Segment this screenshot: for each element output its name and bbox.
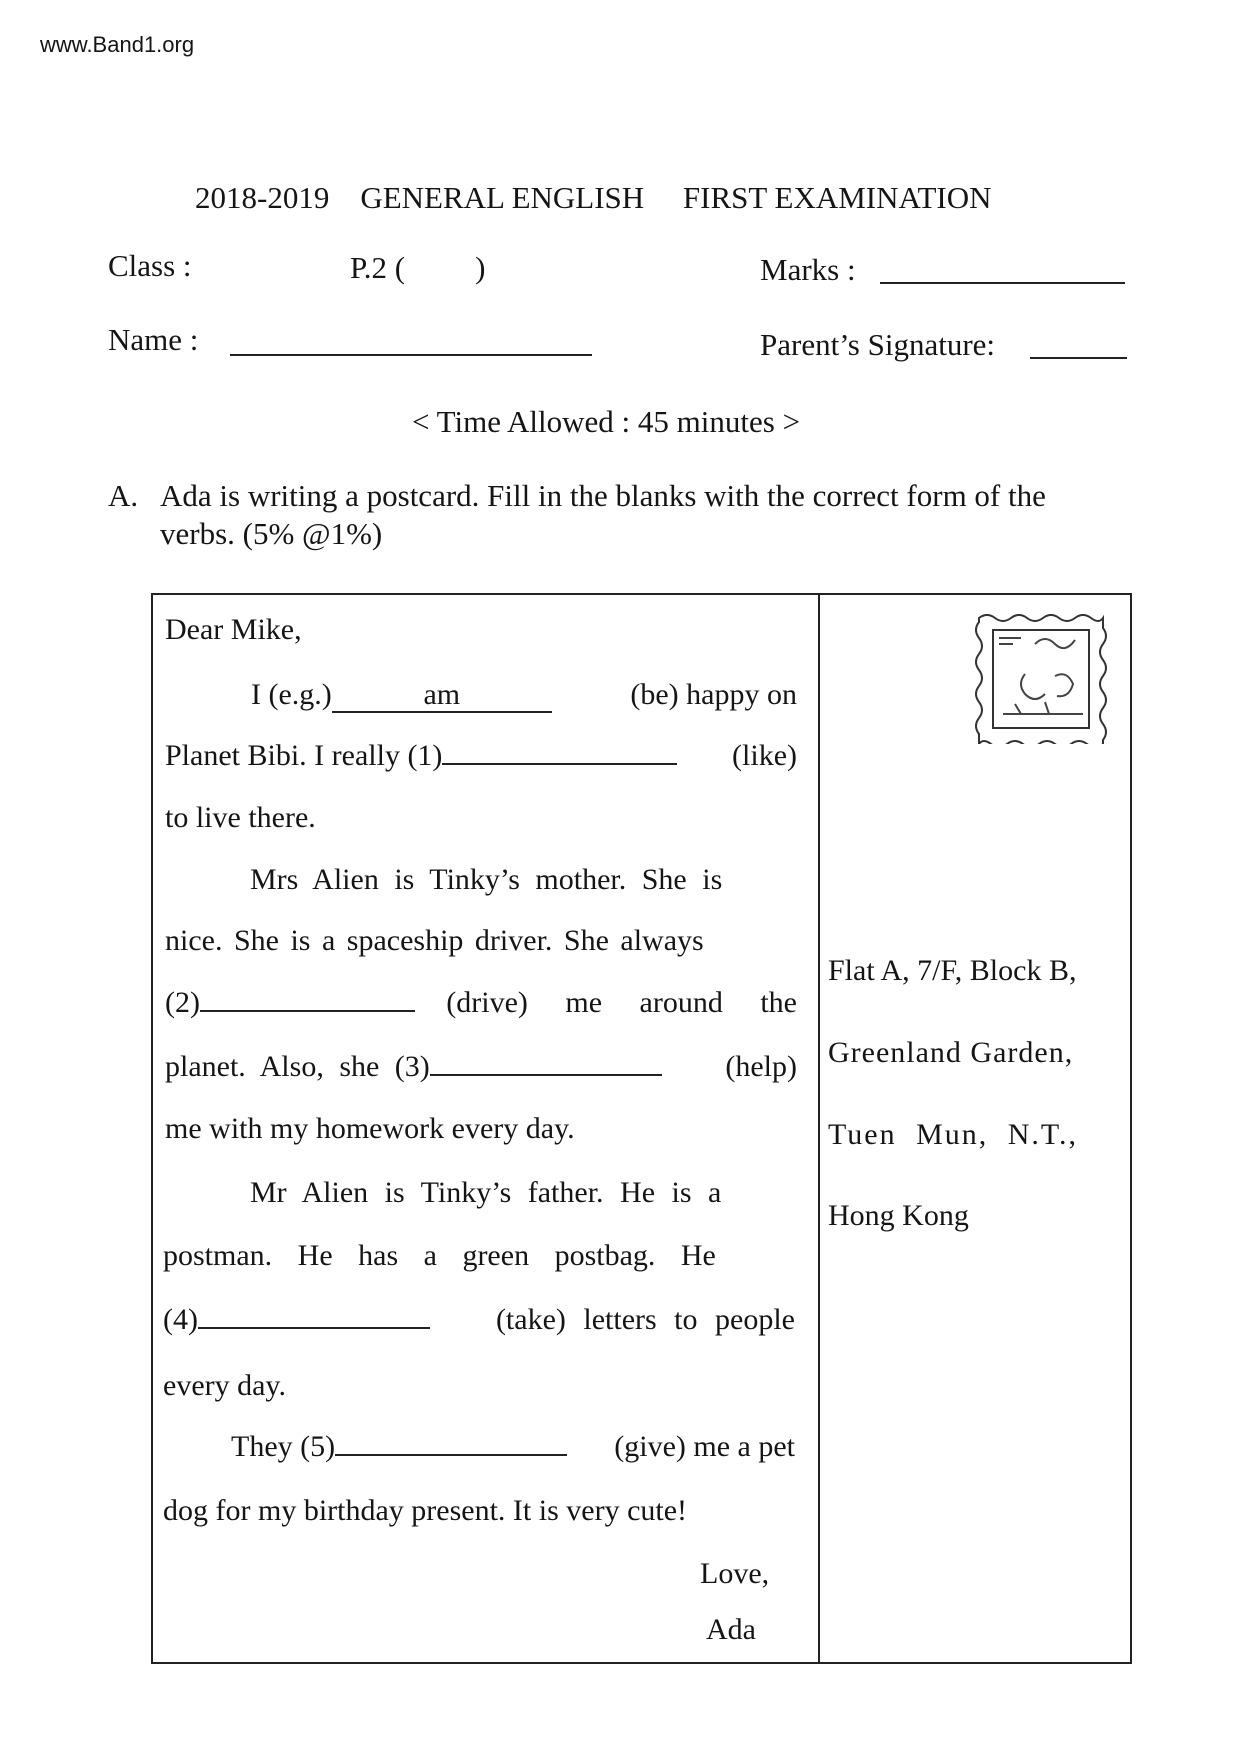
address-line: Greenland Garden,: [828, 1036, 1074, 1069]
letter-line: postman. He has a green postbag. He: [163, 1239, 716, 1272]
signature-label: Parent’s Signature:: [760, 327, 996, 362]
address-line: Hong Kong: [828, 1199, 969, 1232]
letter-line: every day.: [163, 1369, 286, 1402]
instruction-line-1: Ada is writing a postcard. Fill in the blanks with the correct form of the: [160, 478, 1046, 513]
class-value: [350, 250, 485, 286]
blank-5-pre: They (5): [163, 1430, 567, 1464]
blank-1-line: [165, 739, 797, 773]
letter-line: Mrs Alien is Tinky’s mother. She is: [250, 863, 723, 896]
blank-3-field[interactable]: [430, 1073, 662, 1076]
example-post: (be) happy on: [630, 678, 797, 711]
name-field[interactable]: [230, 354, 592, 356]
blank-2-line: [165, 986, 797, 1020]
blank-4-field[interactable]: [198, 1326, 430, 1329]
greeting: Dear Mike,: [165, 613, 302, 646]
postcard-divider: [818, 593, 820, 1662]
example-line: [165, 678, 797, 713]
watermark: www.Band1.org: [40, 32, 195, 57]
blank-1-field[interactable]: [442, 762, 677, 765]
blank-5-verb: (give) me a pet: [614, 1430, 795, 1463]
example-pre: I (e.g.) am: [165, 678, 552, 713]
blank-4-line: [163, 1303, 795, 1337]
title-subject: GENERAL ENGLISH: [360, 180, 645, 215]
sender-name: Ada: [706, 1613, 756, 1646]
blank-5-field[interactable]: [335, 1453, 567, 1456]
address-line: Tuen Mun, N.T.,: [828, 1118, 1079, 1151]
letter-line: dog for my birthday present. It is very cute!: [163, 1494, 688, 1527]
section-letter: A.: [108, 478, 139, 513]
blank-4-verb: (take) letters to people: [495, 1303, 795, 1336]
blank-5-line: [163, 1430, 795, 1464]
blank-3-pre: planet. Also, she (3): [165, 1050, 662, 1084]
exam-title: [195, 180, 992, 216]
letter-line: me with my homework every day.: [165, 1112, 575, 1145]
marks-label: Marks :: [760, 252, 856, 287]
title-year: 2018-2019: [195, 180, 330, 215]
closing: Love,: [700, 1557, 770, 1590]
letter-line: nice. She is a spaceship driver. She always: [165, 924, 704, 957]
blank-3-line: [165, 1050, 797, 1084]
blank-1-verb: (like): [732, 739, 797, 772]
class-close: ): [475, 250, 486, 285]
example-answer: am: [332, 678, 552, 713]
instruction-line-2: verbs. (5% @1%): [160, 516, 383, 551]
blank-2-verb: (drive) me around the: [446, 986, 797, 1019]
class-label: Class :: [108, 248, 192, 283]
blank-2-field[interactable]: [200, 1009, 415, 1012]
time-allowed: < Time Allowed : 45 minutes >: [412, 404, 801, 439]
blank-1-pre: Planet Bibi. I really (1): [165, 739, 677, 773]
postage-stamp-icon: [975, 614, 1107, 744]
marks-field[interactable]: [880, 282, 1125, 284]
address-line: Flat A, 7/F, Block B,: [828, 954, 1077, 987]
title-exam: FIRST EXAMINATION: [682, 180, 992, 215]
letter-line: Mr Alien is Tinky’s father. He is a: [250, 1176, 722, 1209]
letter-line: to live there.: [165, 801, 316, 834]
blank-2-pre: (2): [165, 986, 415, 1020]
blank-3-verb: (help): [725, 1050, 797, 1083]
class-value-text: P.2 (: [350, 250, 406, 285]
blank-4-pre: (4): [163, 1303, 430, 1337]
signature-field[interactable]: [1030, 357, 1127, 359]
name-label: Name :: [108, 322, 199, 357]
